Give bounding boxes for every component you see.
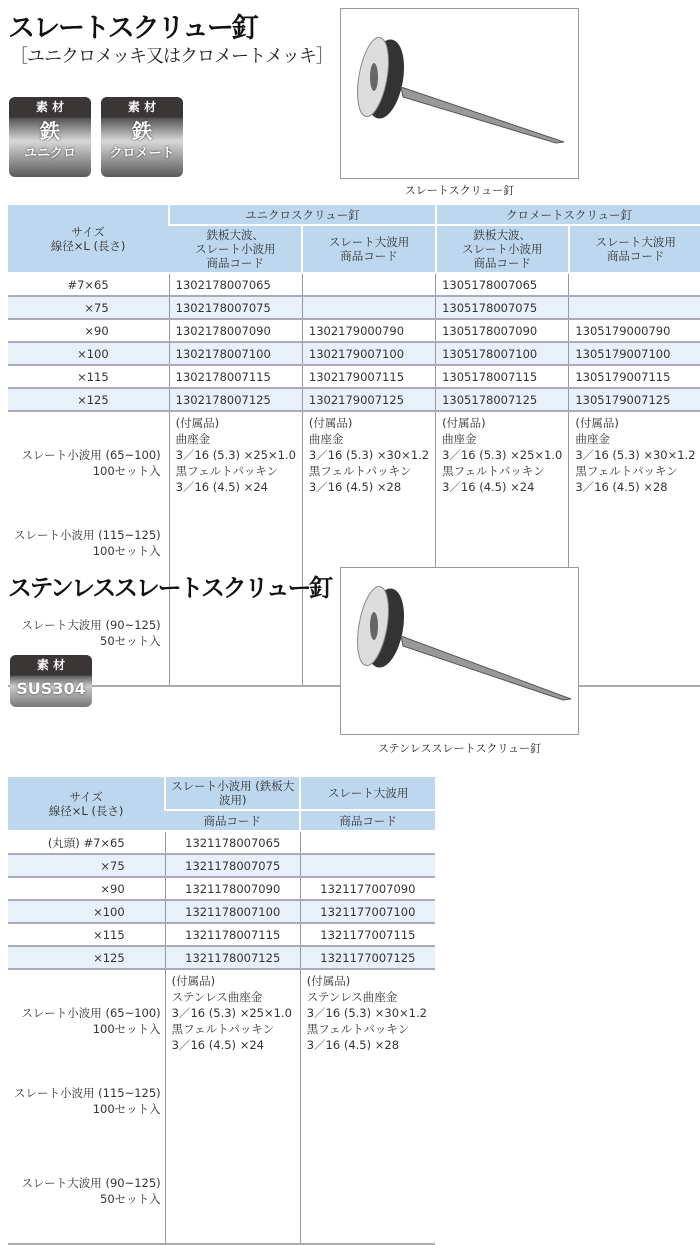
accessories-cell: (付属品) 曲座金 3／16 (5.3) ×30×1.2 黒フェルトパッキン 3／16 (4.5) ×28	[569, 411, 700, 686]
table-row	[8, 388, 700, 411]
size-cell: ×125	[8, 946, 165, 969]
table-row	[8, 854, 435, 877]
product-code-cell: 1305179007125	[569, 388, 700, 411]
size-cell: ×75	[8, 296, 169, 319]
product-code-cell: 1305178007100	[436, 342, 569, 365]
badge-finish: ユニクロ	[23, 146, 76, 161]
product-code-cell: 1305178007115	[436, 365, 569, 388]
accessories-cell: (付属品) 曲座金 3／16 (5.3) ×30×1.2 黒フェルトパッキン 3／16 (4.5) ×28	[302, 411, 435, 686]
group-header: クロメートスクリュー釘	[436, 205, 700, 225]
product-code-cell: 1305178007065	[436, 273, 569, 296]
badge-material: 鉄	[132, 119, 152, 143]
product-code-cell: 1302178007115	[169, 365, 302, 388]
product-code-cell: 1302179000790	[302, 319, 435, 342]
table-row	[8, 946, 435, 969]
table-row	[8, 877, 435, 900]
packing-line: スレート大波用 (90~125) 50セット入	[21, 618, 161, 648]
size-cell: ×90	[8, 877, 165, 900]
group-header: スレート大波用	[300, 777, 435, 810]
size-header: サイズ 線径×L (長さ)	[8, 205, 169, 273]
table-row	[8, 365, 700, 388]
group-header: ユニクロスクリュー釘	[169, 205, 435, 225]
packing-line: スレート小波用 (115~125) 100セット入	[14, 528, 161, 558]
product-code-cell: 1321177007115	[300, 923, 435, 946]
size-cell: #7×65	[8, 273, 169, 296]
section2-title: ステンレススレートスクリュー釘	[8, 574, 332, 602]
packing-info	[8, 411, 169, 686]
product-code-cell	[302, 273, 435, 296]
packing-info	[8, 969, 165, 1244]
size-cell: ×125	[8, 388, 169, 411]
screw-nail-image	[341, 568, 578, 734]
column-header: 鉄板大波、 スレート小波用 商品コード	[169, 225, 302, 273]
product-table-stainless	[8, 777, 435, 1245]
product-code-cell	[300, 854, 435, 877]
column-header: 鉄板大波、 スレート小波用 商品コード	[436, 225, 569, 273]
badge-header: 素 材	[101, 97, 183, 117]
product-code-cell: 1305178007090	[436, 319, 569, 342]
product-code-cell: 1302178007065	[169, 273, 302, 296]
product-code-cell: 1302179007100	[302, 342, 435, 365]
table-row	[8, 923, 435, 946]
size-cell: ×115	[8, 365, 169, 388]
product-code-cell: 1305179007100	[569, 342, 700, 365]
packing-line: スレート大波用 (90~125) 50セット入	[21, 1176, 161, 1206]
badge-header: 素 材	[10, 655, 92, 675]
size-cell: ×100	[8, 900, 165, 923]
badge-material: 鉄	[40, 119, 60, 143]
table-row	[8, 273, 700, 296]
product-code-cell: 1305178007075	[436, 296, 569, 319]
product-code-cell: 1321178007115	[165, 923, 300, 946]
product-code-cell	[569, 273, 700, 296]
product-code-cell: 1321177007100	[300, 900, 435, 923]
photo-caption: スレートスクリュー釘	[404, 184, 515, 197]
accessories-cell: (付属品) ステンレス曲座金 3／16 (5.3) ×25×1.0 黒フェルトパッキン 3／16 (4.5) ×24	[165, 969, 300, 1244]
table-row	[8, 900, 435, 923]
packing-line: スレート小波用 (65~100) 100セット入	[21, 448, 161, 478]
size-header: サイズ 線径×L (長さ)	[8, 777, 165, 831]
product-code-cell	[300, 831, 435, 854]
product-code-cell: 1321178007100	[165, 900, 300, 923]
column-header: スレート大波用 商品コード	[569, 225, 700, 273]
section1-title: スレートスクリュー釘	[8, 13, 257, 44]
accessories-cell: (付属品) 曲座金 3／16 (5.3) ×25×1.0 黒フェルトパッキン 3／16 (4.5) ×24	[436, 411, 569, 686]
badge-finish: クロメート	[109, 146, 175, 161]
product-code-cell: 1302179007115	[302, 365, 435, 388]
packing-line: スレート小波用 (115~125) 100セット入	[14, 1086, 161, 1116]
group-header: スレート小波用 (鉄板大波用)	[165, 777, 300, 810]
product-code-cell	[569, 296, 700, 319]
product-code-cell: 1321178007125	[165, 946, 300, 969]
product-code-cell	[302, 296, 435, 319]
product-code-cell: 1321177007090	[300, 877, 435, 900]
table-row	[8, 319, 700, 342]
material-badge-sus304	[10, 655, 92, 707]
table-row	[8, 342, 700, 365]
product-code-cell: 1321178007090	[165, 877, 300, 900]
product-photo	[340, 567, 579, 735]
material-badge-chromate	[101, 97, 183, 177]
size-cell: ×115	[8, 923, 165, 946]
column-header: 商品コード	[300, 810, 435, 831]
accessories-cell: (付属品) 曲座金 3／16 (5.3) ×25×1.0 黒フェルトパッキン 3／16 (4.5) ×24	[169, 411, 302, 686]
badge-material: SUS304	[16, 679, 86, 698]
size-cell: ×75	[8, 854, 165, 877]
product-code-cell: 1305179000790	[569, 319, 700, 342]
product-code-cell: 1302178007075	[169, 296, 302, 319]
product-code-cell: 1305178007125	[436, 388, 569, 411]
material-badge-unichrome	[9, 97, 91, 177]
product-code-cell: 1321178007065	[165, 831, 300, 854]
product-code-cell: 1302178007090	[169, 319, 302, 342]
table-row	[8, 831, 435, 854]
accessories-cell: (付属品) ステンレス曲座金 3／16 (5.3) ×30×1.2 黒フェルトパッキン 3／16 (4.5) ×28	[300, 969, 435, 1244]
photo-caption: ステンレススレートスクリュー釘	[377, 742, 542, 755]
product-code-cell: 1321177007125	[300, 946, 435, 969]
product-code-cell: 1302179007125	[302, 388, 435, 411]
badge-header: 素 材	[9, 97, 91, 117]
section1-subtitle: ［ユニクロメッキ又はクロメートメッキ］	[10, 46, 333, 67]
product-code-cell: 1321178007075	[165, 854, 300, 877]
size-cell: ×100	[8, 342, 169, 365]
product-code-cell: 1302178007125	[169, 388, 302, 411]
product-code-cell: 1305179007115	[569, 365, 700, 388]
size-cell: ×90	[8, 319, 169, 342]
packing-line: スレート小波用 (65~100) 100セット入	[21, 1006, 161, 1036]
product-code-cell: 1302178007100	[169, 342, 302, 365]
size-cell: (丸頭) #7×65	[8, 831, 165, 854]
product-photo	[340, 8, 579, 179]
screw-nail-image	[341, 9, 578, 178]
column-header: 商品コード	[165, 810, 300, 831]
table-row	[8, 296, 700, 319]
column-header: スレート大波用 商品コード	[302, 225, 435, 273]
